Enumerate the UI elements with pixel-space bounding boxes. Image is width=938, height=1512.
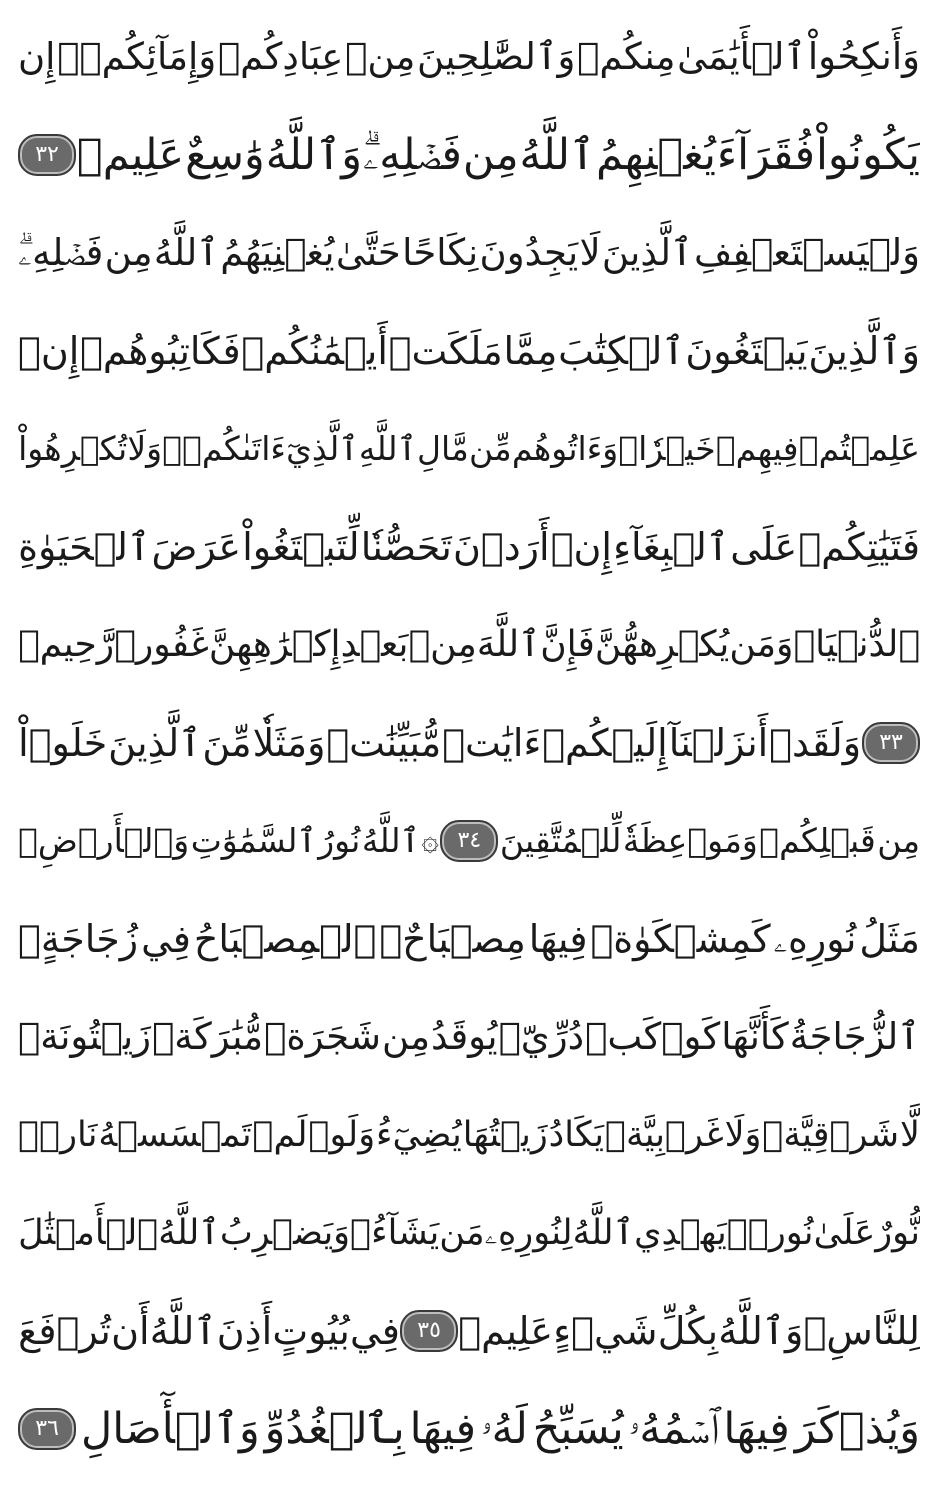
verse-word: ٱللَّهُ bbox=[153, 231, 219, 274]
verse-word: نِكَاحًا bbox=[402, 231, 479, 274]
verse-word: ٱلۡأَمۡثَٰلَ bbox=[18, 1213, 159, 1253]
verse-word: خَلَوۡاْ bbox=[18, 721, 108, 765]
verse-word: نُّورٌ bbox=[875, 1213, 920, 1253]
verse-word: ءَاتَىٰكُمۡۚ bbox=[162, 429, 286, 468]
verse-word: إِنۡ bbox=[550, 525, 612, 569]
verse-word: فِيهَا bbox=[723, 1404, 790, 1454]
verse-word: مَن bbox=[439, 1213, 485, 1253]
rub-el-hizb-icon: ۞ bbox=[421, 823, 439, 858]
ayah-number-marker: ٣٢ bbox=[18, 134, 76, 176]
verse-word: وَٱللَّهُ bbox=[265, 130, 363, 180]
verse-word: عَلَىٰ bbox=[813, 1213, 876, 1253]
verse-word: مِّن bbox=[468, 429, 512, 468]
verse-word: زَيۡتُهَا bbox=[462, 1115, 548, 1155]
verse-word: وَءَاتُوهُم bbox=[511, 429, 619, 468]
verse-word: وَلَوۡ bbox=[308, 1115, 376, 1155]
verse-word: مِنۢ bbox=[408, 624, 477, 665]
text-line bbox=[18, 890, 920, 988]
verse-word: أَنزَلۡنَآ bbox=[668, 721, 769, 765]
verse-word: تَمۡسَسۡهُ bbox=[98, 1115, 252, 1155]
verse-word: ٱللَّهُ bbox=[572, 1213, 635, 1253]
verse-word: ٱلدُّنۡيَاۚ bbox=[793, 624, 920, 665]
verse-word: كَوۡكَبٞ bbox=[585, 1015, 721, 1058]
verse-word: فَتَيَٰتِكُمۡ bbox=[798, 525, 920, 569]
verse-word: يُغۡنِيَهُمُ bbox=[220, 231, 335, 274]
verse-word: يَجِدُونَ bbox=[479, 231, 579, 274]
verse-word: لِّتَبۡتَغُواْ bbox=[242, 525, 360, 569]
verse-word: حَتَّىٰ bbox=[335, 231, 401, 274]
verse-word: وَلَقَدۡ bbox=[769, 721, 862, 765]
verse-word: إِن bbox=[18, 35, 56, 78]
verse-word: يَهۡدِي bbox=[634, 1213, 727, 1253]
verse-word: وَٰسِعٌ bbox=[185, 130, 265, 180]
verse-word: ٱلۡأَيَٰمَىٰ bbox=[677, 35, 807, 78]
verse-word: يَكَادُ bbox=[548, 1115, 604, 1155]
verse-word: وَيَضۡرِبُ bbox=[219, 1213, 351, 1253]
verse-word: عَلِيمٞ bbox=[458, 1309, 554, 1353]
verse-word: مِصۡبَاحٌۖ bbox=[379, 917, 526, 961]
ayah-number-marker: ٣٦ bbox=[18, 1408, 76, 1450]
verse-word: لَّا bbox=[900, 1115, 920, 1155]
verse-word: يُكۡرِههُّنَّ bbox=[594, 624, 730, 665]
verse-word: فَكَاتِبُوهُمۡ bbox=[80, 329, 241, 373]
verse-word: نُورِهِۦ bbox=[773, 917, 857, 961]
text-line bbox=[18, 1282, 920, 1380]
ayah-number-marker: ٣٣ bbox=[862, 722, 920, 764]
verse-word: وَٱللَّهُ bbox=[718, 1309, 804, 1353]
verse-word: مِن bbox=[382, 1015, 431, 1058]
verse-word: زَيۡتُونَةٖ bbox=[18, 1015, 152, 1058]
verse-word: عَلِيمٞ bbox=[76, 130, 185, 180]
verse-word: وَيُذۡكَرَ bbox=[794, 1404, 920, 1454]
verse-word: يَكُونُواْ bbox=[815, 130, 920, 180]
verse-word: فِيهَا bbox=[528, 917, 588, 961]
verse-word: شَرۡقِيَّةٖ bbox=[762, 1115, 900, 1155]
verse-word: وَلۡيَسۡتَعۡفِفِ bbox=[694, 231, 920, 274]
verse-word: لَا bbox=[579, 231, 601, 274]
verse-word: غَرۡبِيَّةٖ bbox=[604, 1115, 724, 1155]
verse-word: ٱللَّهُ bbox=[149, 1309, 217, 1353]
text-line bbox=[18, 792, 920, 890]
verse-word: ٱللَّهُ bbox=[361, 821, 420, 860]
verse-word: مَثَلُ bbox=[859, 917, 920, 961]
verse-word: فَضۡلِهِۦۗ bbox=[362, 130, 462, 180]
verse-word: دُرِّيّٞ bbox=[498, 1015, 585, 1058]
verse-word: مِنۡ bbox=[345, 35, 416, 78]
text-line bbox=[18, 1380, 920, 1478]
verse-word: وَلَا bbox=[724, 1115, 762, 1155]
verse-word: مُّبَٰرَكَةٖ bbox=[152, 1015, 264, 1058]
verse-word: ءَايَٰتٖ bbox=[442, 721, 542, 765]
verse-word: فِيهَا bbox=[409, 1404, 477, 1454]
text-line bbox=[18, 1086, 920, 1184]
verse-word: كَمِشۡكَوٰةٖ bbox=[590, 917, 771, 961]
verse-word: مَّالِ bbox=[417, 429, 469, 468]
verse-word: يَبۡتَغُونَ bbox=[685, 329, 808, 373]
verse-word: وَلَا bbox=[127, 429, 163, 468]
verse-word: إِنۡ bbox=[18, 329, 80, 373]
verse-word: أَذِنَ bbox=[216, 1309, 273, 1353]
verse-word: مِن bbox=[104, 231, 153, 274]
verse-word: وَإِمَآئِكُمۡۚ bbox=[57, 35, 217, 78]
verse-word: بِكُلِّ bbox=[657, 1309, 719, 1353]
verse-word: كَأَنَّهَا bbox=[721, 1015, 789, 1058]
verse-word: شَجَرَةٖ bbox=[264, 1015, 382, 1058]
verse-word: ٱللَّهِ bbox=[358, 429, 417, 468]
verse-word: أَن bbox=[111, 1309, 150, 1353]
text-line bbox=[18, 694, 920, 792]
text-line bbox=[18, 302, 920, 400]
verse-word: يَشَآءُۚ bbox=[350, 1213, 440, 1253]
verse-word: وَمَوۡعِظَةٗ bbox=[622, 821, 758, 860]
verse-word: مِنكُمۡ bbox=[577, 35, 676, 78]
verse-word: وَمَن bbox=[729, 624, 794, 665]
verse-word: ٱلۡبِغَآءِ bbox=[613, 525, 730, 569]
verse-word: مِّنَ bbox=[202, 721, 252, 765]
verse-word: أَرَدۡنَ bbox=[452, 525, 550, 569]
verse-word: إِلَيۡكُمۡ bbox=[542, 721, 668, 765]
verse-word: ٱلۡمِصۡبَاحُ bbox=[193, 917, 377, 961]
verse-word: عِبَادِكُمۡ bbox=[217, 35, 344, 78]
text-line bbox=[18, 400, 920, 498]
verse-word: ٱلَّذِيٓ bbox=[286, 429, 359, 468]
text-line bbox=[18, 106, 920, 204]
verse-word: بُيُوتٍ bbox=[272, 1309, 350, 1353]
verse-word: ٱلۡحَيَوٰةِ bbox=[18, 525, 151, 569]
verse-word: تُكۡرِهُواْ bbox=[18, 429, 128, 468]
verse-word: وَٱلَّذِينَ bbox=[808, 329, 920, 373]
text-line bbox=[18, 204, 920, 302]
verse-word: شَيۡءٍ bbox=[553, 1309, 658, 1353]
verse-word: وَٱلۡأَرۡضِۚ bbox=[18, 821, 190, 860]
verse-word: يُوقَدُ bbox=[431, 1015, 498, 1058]
verse-word: عَلِمۡتُمۡ bbox=[798, 429, 920, 468]
verse-word: تُرۡفَعَ bbox=[18, 1309, 111, 1353]
verse-word: فَضۡلِهِۦۗ bbox=[18, 231, 104, 274]
text-line bbox=[18, 596, 920, 694]
verse-word: مِن bbox=[877, 821, 920, 860]
verse-word: عَلَى bbox=[730, 525, 798, 569]
verse-word: لِنُورِهِۦ bbox=[484, 1213, 573, 1253]
verse-word: مِن bbox=[462, 130, 519, 180]
verse-word: يُسَبِّحُ bbox=[532, 1404, 624, 1454]
ayah-number-marker: ٣٤ bbox=[440, 820, 498, 862]
verse-word: قَبۡلِكُمۡ bbox=[759, 821, 876, 860]
verse-word: نُورُ bbox=[318, 821, 361, 860]
verse-word: بَعۡدِ bbox=[340, 624, 409, 665]
verse-word: ٱللَّهُ bbox=[519, 130, 596, 180]
verse-word: وَٱلصَّٰلِحِينَ bbox=[417, 35, 576, 78]
verse-word: فُقَرَآءَ bbox=[716, 130, 816, 180]
verse-word: خَيۡرٗاۖ bbox=[618, 429, 716, 468]
verse-word: فَإِنَّ bbox=[540, 624, 595, 665]
verse-word: ٱلسَّمَٰوَٰتِ bbox=[190, 821, 317, 860]
verse-word: عَرَضَ bbox=[151, 525, 242, 569]
verse-word: مِمَّا bbox=[503, 329, 558, 373]
verse-word: زُجَاجَةٍۖ bbox=[18, 917, 139, 961]
verse-word: ٱللَّهَ bbox=[476, 624, 541, 665]
ayah-number-marker: ٣٥ bbox=[400, 1310, 458, 1352]
verse-word: لَمۡ bbox=[252, 1115, 308, 1155]
verse-word: فِيهِمۡ bbox=[715, 429, 799, 468]
verse-word: نَارٞۚ bbox=[18, 1115, 98, 1155]
verse-word: وَأَنكِحُواْ bbox=[807, 35, 920, 78]
verse-word: فِي bbox=[141, 917, 191, 961]
verse-word: ٱسۡمُهُۥ bbox=[628, 1404, 719, 1454]
text-line bbox=[18, 8, 920, 106]
verse-word: ٱلَّذِينَ bbox=[601, 231, 693, 274]
verse-word: أَيۡمَٰنُكُمۡ bbox=[241, 329, 388, 373]
verse-word: يُضِيٓءُ bbox=[376, 1115, 462, 1155]
verse-word: وَٱلۡأٓصَالِ bbox=[80, 1404, 260, 1454]
text-line bbox=[18, 1184, 920, 1282]
verse-word: لَهُۥ bbox=[480, 1404, 528, 1454]
verse-word: وَمَثَلٗا bbox=[252, 721, 326, 765]
verse-word: نُورٖۚ bbox=[726, 1213, 814, 1253]
verse-word: لِّلۡمُتَّقِينَ bbox=[499, 821, 622, 860]
verse-word: مَلَكَتۡ bbox=[388, 329, 503, 373]
verse-word: مُّبَيِّنَٰتٖ bbox=[326, 721, 442, 765]
verse-word: ٱلۡكِتَٰبَ bbox=[558, 329, 685, 373]
verse-word: ٱللَّهُ bbox=[158, 1213, 220, 1253]
verse-word: رَّحِيمٞ bbox=[18, 624, 115, 665]
verse-word: ٱلَّذِينَ bbox=[108, 721, 202, 765]
verse-word: فِي bbox=[350, 1309, 400, 1353]
verse-word: لِلنَّاسِۗ bbox=[803, 1309, 920, 1353]
verse-word: تَحَصُّنٗا bbox=[360, 525, 452, 569]
verse-word: ٱلزُّجَاجَةُ bbox=[789, 1015, 920, 1058]
verse-word: بِٱلۡغُدُوِّ bbox=[264, 1404, 405, 1454]
verse-word: يُغۡنِهِمُ bbox=[596, 130, 716, 180]
text-line bbox=[18, 988, 920, 1086]
verse-word: غَفُورٞ bbox=[114, 624, 209, 665]
text-line bbox=[18, 498, 920, 596]
verse-word: إِكۡرَٰهِهِنَّ bbox=[208, 624, 341, 665]
